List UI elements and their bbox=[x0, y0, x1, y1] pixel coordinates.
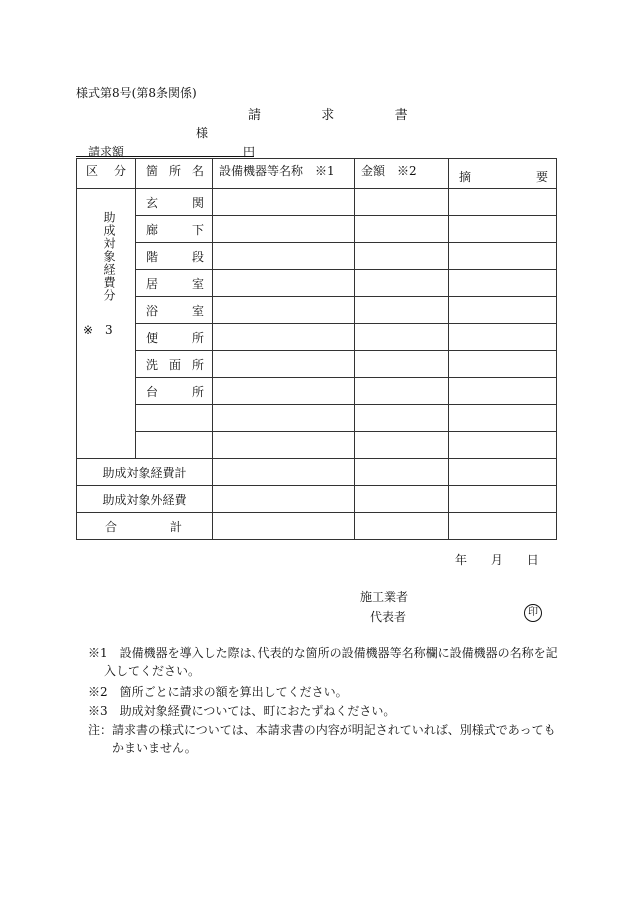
note-3: ※3 助成対象経費については、町におたずねください。 bbox=[88, 704, 396, 718]
table-row bbox=[77, 324, 557, 351]
subtotal-equipment[interactable] bbox=[213, 459, 355, 486]
remarks-input[interactable] bbox=[449, 270, 557, 297]
location-cell: 玄 関 bbox=[136, 189, 213, 216]
note-caution-continued: かまいません。 bbox=[112, 741, 197, 755]
non-subsidy-remarks[interactable] bbox=[449, 486, 557, 513]
subtotal-row bbox=[77, 459, 557, 486]
table-row bbox=[77, 243, 557, 270]
header-kubun: 区 分 bbox=[77, 159, 136, 189]
amount-input[interactable] bbox=[355, 270, 449, 297]
equipment-input[interactable] bbox=[213, 216, 355, 243]
table-row bbox=[77, 189, 557, 216]
subtotal-amount[interactable] bbox=[355, 459, 449, 486]
table-row bbox=[77, 405, 557, 432]
header-amount: 金額 ※2 bbox=[355, 159, 449, 189]
total-row bbox=[77, 513, 557, 540]
remarks-input[interactable] bbox=[449, 189, 557, 216]
remarks-input[interactable] bbox=[449, 405, 557, 432]
non-subsidy-equipment[interactable] bbox=[213, 486, 355, 513]
table-row bbox=[77, 351, 557, 378]
remarks-input[interactable] bbox=[449, 297, 557, 324]
amount-input[interactable] bbox=[355, 216, 449, 243]
seal-mark: 印 bbox=[524, 604, 542, 622]
table-row bbox=[77, 216, 557, 243]
header-remarks: 摘 要 bbox=[449, 159, 557, 189]
remarks-input[interactable] bbox=[449, 324, 557, 351]
note-1-continued: 入してください。 bbox=[104, 664, 201, 678]
amount-input[interactable] bbox=[355, 297, 449, 324]
total-amount[interactable] bbox=[355, 513, 449, 540]
equipment-input[interactable] bbox=[213, 243, 355, 270]
title-char-2: 求 bbox=[321, 108, 335, 123]
form-number: 様式第8号(第8条関係) bbox=[76, 86, 197, 100]
location-input[interactable] bbox=[136, 405, 213, 432]
remarks-input[interactable] bbox=[449, 216, 557, 243]
equipment-input[interactable] bbox=[213, 351, 355, 378]
representative-label: 代表者 bbox=[370, 610, 407, 624]
amount-input[interactable] bbox=[355, 324, 449, 351]
table-row bbox=[77, 297, 557, 324]
table-row bbox=[77, 432, 557, 459]
date-day: 日 bbox=[526, 553, 539, 567]
addressee-sama: 様 bbox=[196, 126, 209, 140]
equipment-input[interactable] bbox=[213, 432, 355, 459]
non-subsidy-row bbox=[77, 486, 557, 513]
location-cell: 階 段 bbox=[136, 243, 213, 270]
date-year: 年 bbox=[455, 553, 468, 567]
remarks-input[interactable] bbox=[449, 378, 557, 405]
date-month: 月 bbox=[490, 553, 503, 567]
equipment-input[interactable] bbox=[213, 378, 355, 405]
remarks-input[interactable] bbox=[449, 243, 557, 270]
equipment-input[interactable] bbox=[213, 297, 355, 324]
amount-yen: 円 bbox=[243, 145, 256, 159]
total-remarks[interactable] bbox=[449, 513, 557, 540]
subtotal-label: 助成対象経費計 bbox=[77, 459, 213, 486]
amount-label: 請求額 bbox=[88, 145, 125, 159]
amount-input[interactable] bbox=[355, 405, 449, 432]
location-cell: 浴 室 bbox=[136, 297, 213, 324]
note-2: ※2 箇所ごとに請求の額を算出してください。 bbox=[88, 685, 348, 699]
header-equipment-name: 設備機器等名称 ※1 bbox=[213, 159, 355, 189]
amount-input[interactable] bbox=[355, 351, 449, 378]
category-note: ※ 3 bbox=[83, 323, 113, 337]
amount-input[interactable] bbox=[355, 189, 449, 216]
note-caution: 注：請求書の様式については、本請求書の内容が明記されていれば、別様式であっても bbox=[88, 723, 556, 737]
equipment-input[interactable] bbox=[213, 405, 355, 432]
note-1: ※1 設備機器を導入した際は､代表的な箇所の設備機器等名称欄に設備機器の名称を記 bbox=[88, 646, 558, 660]
date-line bbox=[455, 551, 539, 568]
amount-input[interactable] bbox=[355, 378, 449, 405]
header-kasho: 箇 所 名 bbox=[136, 159, 213, 189]
location-input[interactable] bbox=[136, 432, 213, 459]
location-cell: 台 所 bbox=[136, 378, 213, 405]
remarks-input[interactable] bbox=[449, 432, 557, 459]
subtotal-remarks[interactable] bbox=[449, 459, 557, 486]
location-cell: 居 室 bbox=[136, 270, 213, 297]
category-label: 助成対象経費分 bbox=[102, 211, 116, 302]
contractor-label: 施工業者 bbox=[360, 590, 409, 604]
equipment-input[interactable] bbox=[213, 324, 355, 351]
amount-underline bbox=[76, 156, 254, 157]
total-label: 合 計 bbox=[77, 513, 213, 540]
invoice-table bbox=[76, 158, 557, 540]
table-header-row bbox=[77, 159, 557, 189]
title-char-3: 書 bbox=[394, 108, 408, 123]
amount-input[interactable] bbox=[355, 432, 449, 459]
amount-input[interactable] bbox=[355, 243, 449, 270]
equipment-input[interactable] bbox=[213, 189, 355, 216]
document-title bbox=[248, 104, 408, 123]
non-subsidy-label: 助成対象外経費 bbox=[77, 486, 213, 513]
title-char-1: 請 bbox=[248, 108, 262, 123]
remarks-input[interactable] bbox=[449, 351, 557, 378]
table-row bbox=[77, 270, 557, 297]
equipment-input[interactable] bbox=[213, 270, 355, 297]
location-cell: 洗 面 所 bbox=[136, 351, 213, 378]
non-subsidy-amount[interactable] bbox=[355, 486, 449, 513]
total-equipment[interactable] bbox=[213, 513, 355, 540]
table-row bbox=[77, 378, 557, 405]
location-cell: 廊 下 bbox=[136, 216, 213, 243]
category-cell bbox=[77, 189, 136, 459]
location-cell: 便 所 bbox=[136, 324, 213, 351]
